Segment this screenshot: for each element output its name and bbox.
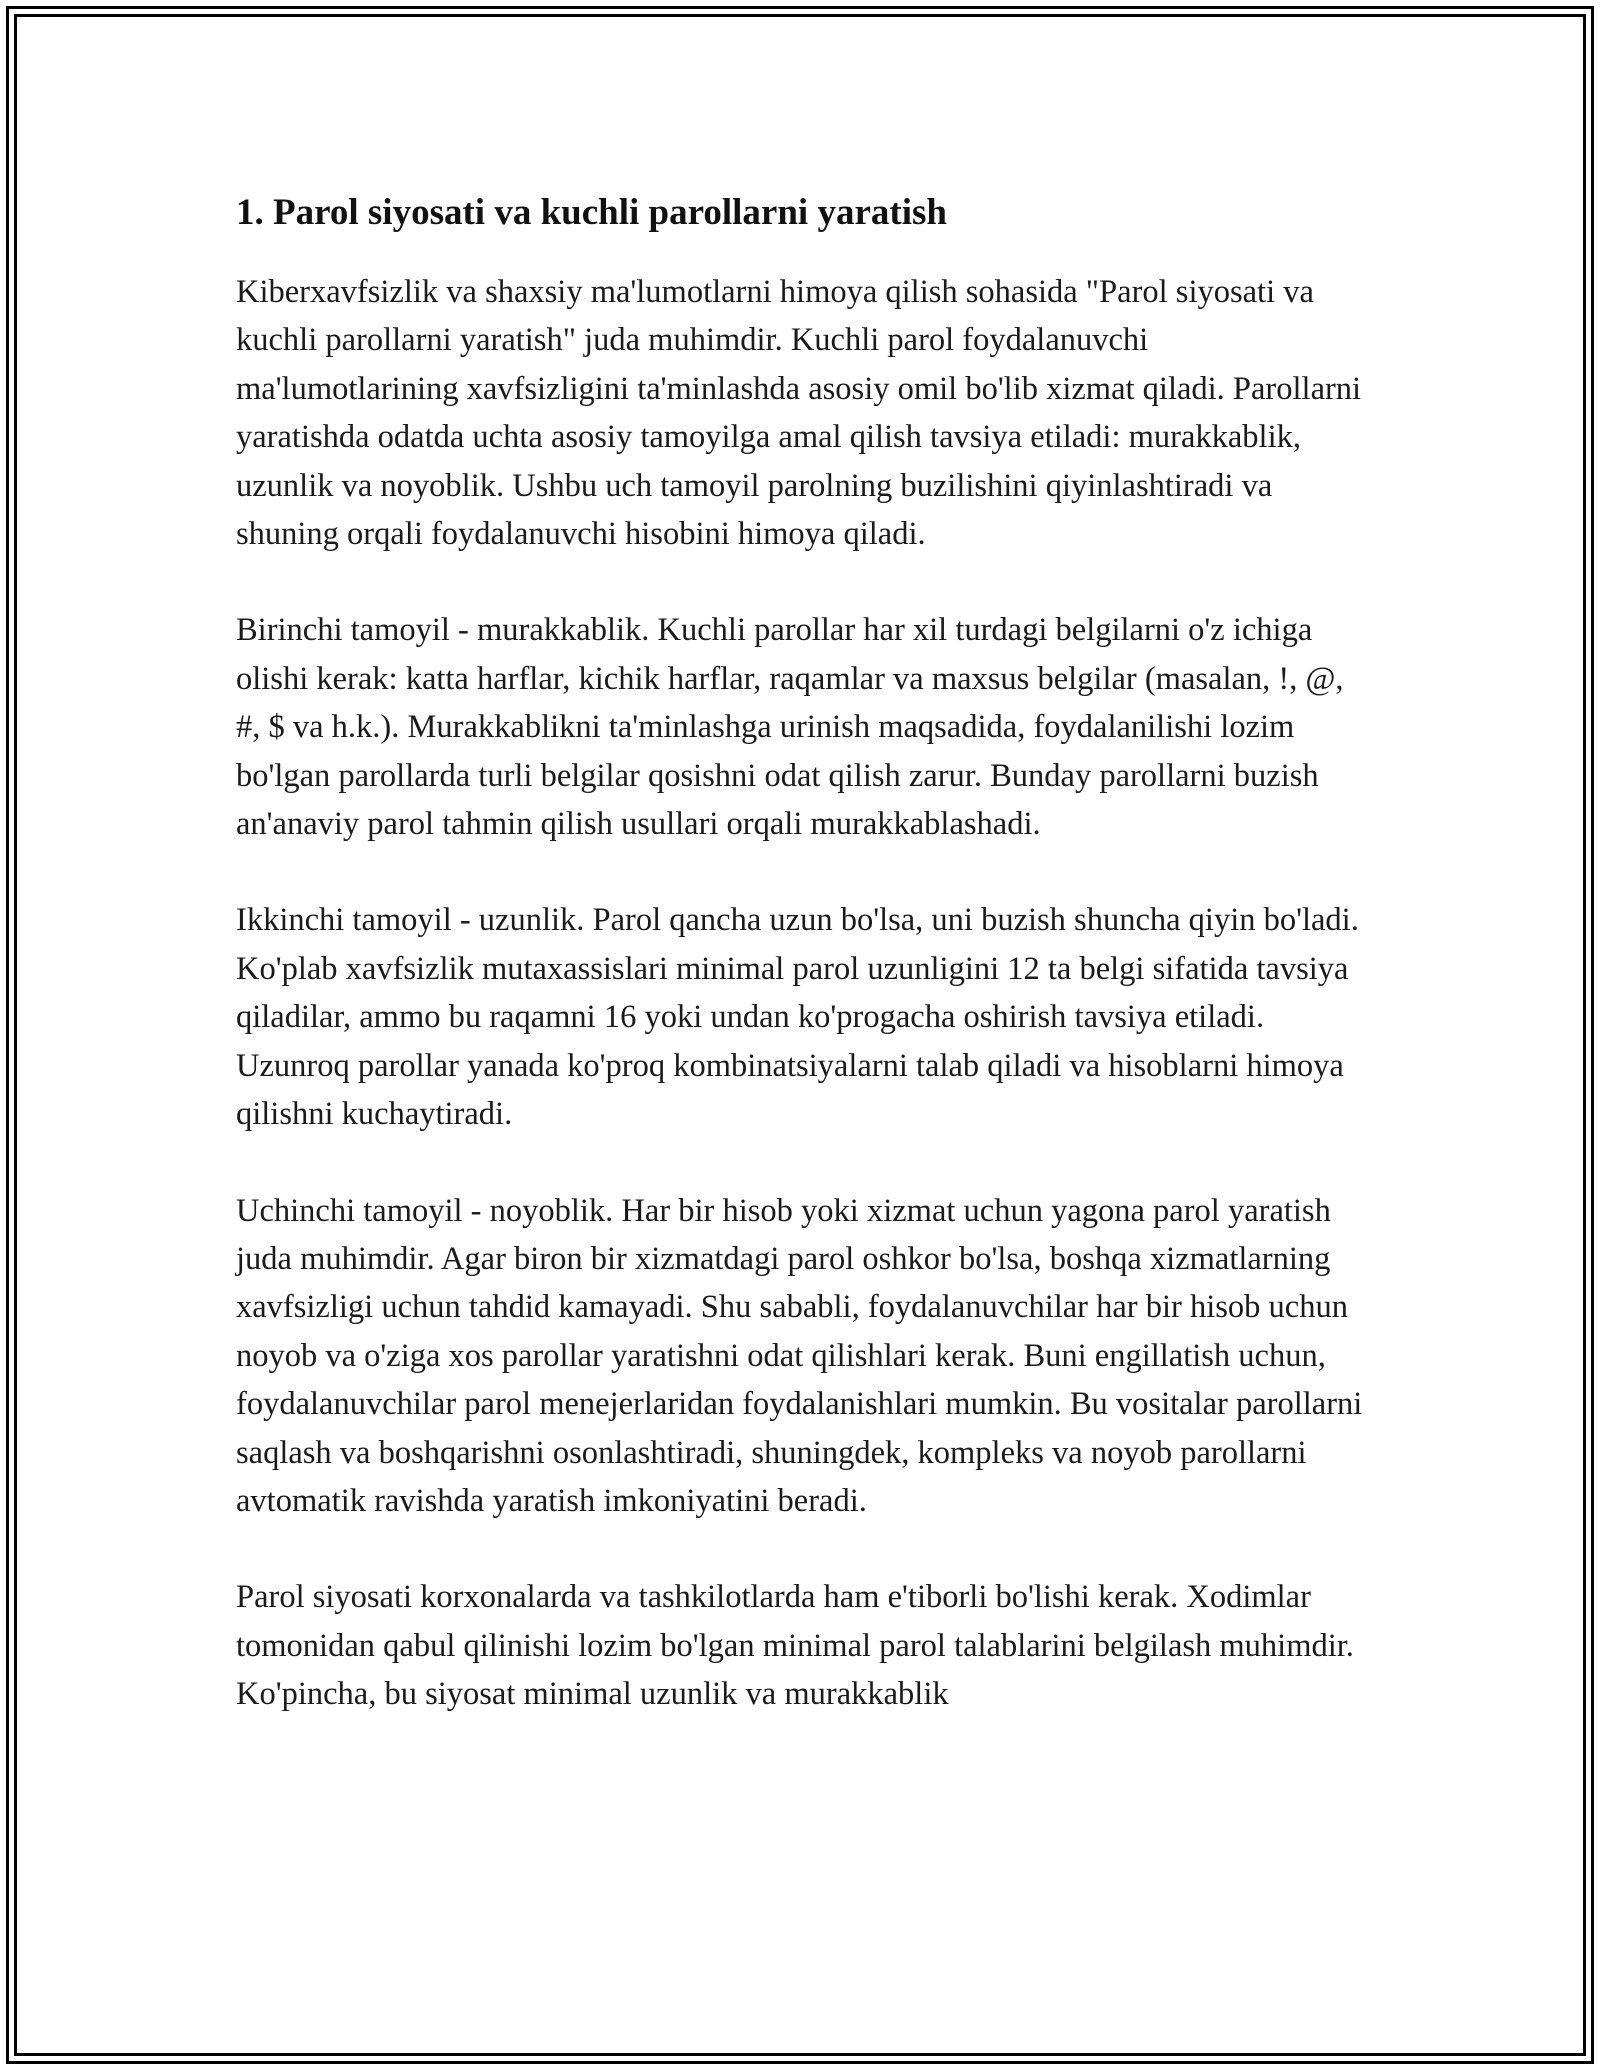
paragraph-complexity: Birinchi tamoyil - murakkablik. Kuchli parollar har xil turdagi belgilarni o'z ichiga olishi kerak: katta harflar, kichik harflar, raqamlar va maxsus belgilar (masalan, !, @, #, $ va h.k.). Murakkablikni ta'minlashga urinish maqsadida, foydalanilishi lozim bo'lgan parollarda turli belgilar qosishni odat qilish zarur. Bunday parollarni buzish an'anaviy parol tahmin qilish usullari orqali murakkablashadi. bbox=[236, 612, 1344, 843]
paragraph-intro: Kiberxavfsizlik va shaxsiy ma'lumotlarni himoya qilish sohasida "Parol siyosati va kuchli parollarni yaratish" juda muhimdir. Kuchli parol foydalanuvchi ma'lumotlarining xavfsizligini ta'minlashda asosiy omil bo'lib xizmat qiladi. Parollarni yaratishda odatda uchta asosiy tamoyilga amal qilish tavsiya etiladi: murakkablik, uzunlik va noyoblik. Ushbu uch tamoyil parolning buzilishini qiyinlashtiradi va shuning orqali foydalanuvchi hisobini himoya qiladi. bbox=[236, 274, 1362, 553]
section-heading: 1. Parol siyosati va kuchli parollarni yaratish bbox=[236, 192, 947, 233]
document-body bbox=[236, 186, 1366, 1719]
paragraph-length: Ikkinchi tamoyil - uzunlik. Parol qancha uzun bo'lsa, uni buzish shuncha qiyin bo'ladi. Ko'plab xavfsizlik mutaxassislari minimal parol uzunligini 12 ta belgi sifatida tavsiya qiladilar, ammo bu raqamni 16 yoki undan ko'progacha oshirish tavsiya etiladi. Uzunroq parollar yanada ko'proq kombinatsiyalarni talab qiladi va hisoblarni himoya qilishni kuchaytiradi. bbox=[236, 902, 1359, 1133]
paragraph-policy: Parol siyosati korxonalarda va tashkilotlarda ham e'tiborli bo'lishi kerak. Xodimlar tomonidan qabul qilinishi lozim bo'lgan minimal parol talablarini belgilash muhimdir. Ko'pincha, bu siyosat minimal uzunlik va murakkablik bbox=[236, 1579, 1354, 1713]
paragraph-uniqueness: Uchinchi tamoyil - noyoblik. Har bir hisob yoki xizmat uchun yagona parol yaratish juda muhimdir. Agar biron bir xizmatdagi parol oshkor bo'lsa, boshqa xizmatlarning xavfsizligi uchun tahdid kamayadi. Shu sababli, foydalanuvchilar har bir hisob uchun noyob va o'ziga xos parollar yaratishni odat qilishlari kerak. Buni engillatish uchun, foydalanuvchilar parol menejerlaridan foydalanishlari mumkin. Bu vositalar parollarni saqlash va boshqarishni osonlashtiradi, shuningdek, kompleks va noyob parollarni avtomatik ravishda yaratish imkoniyatini beradi. bbox=[236, 1192, 1363, 1519]
